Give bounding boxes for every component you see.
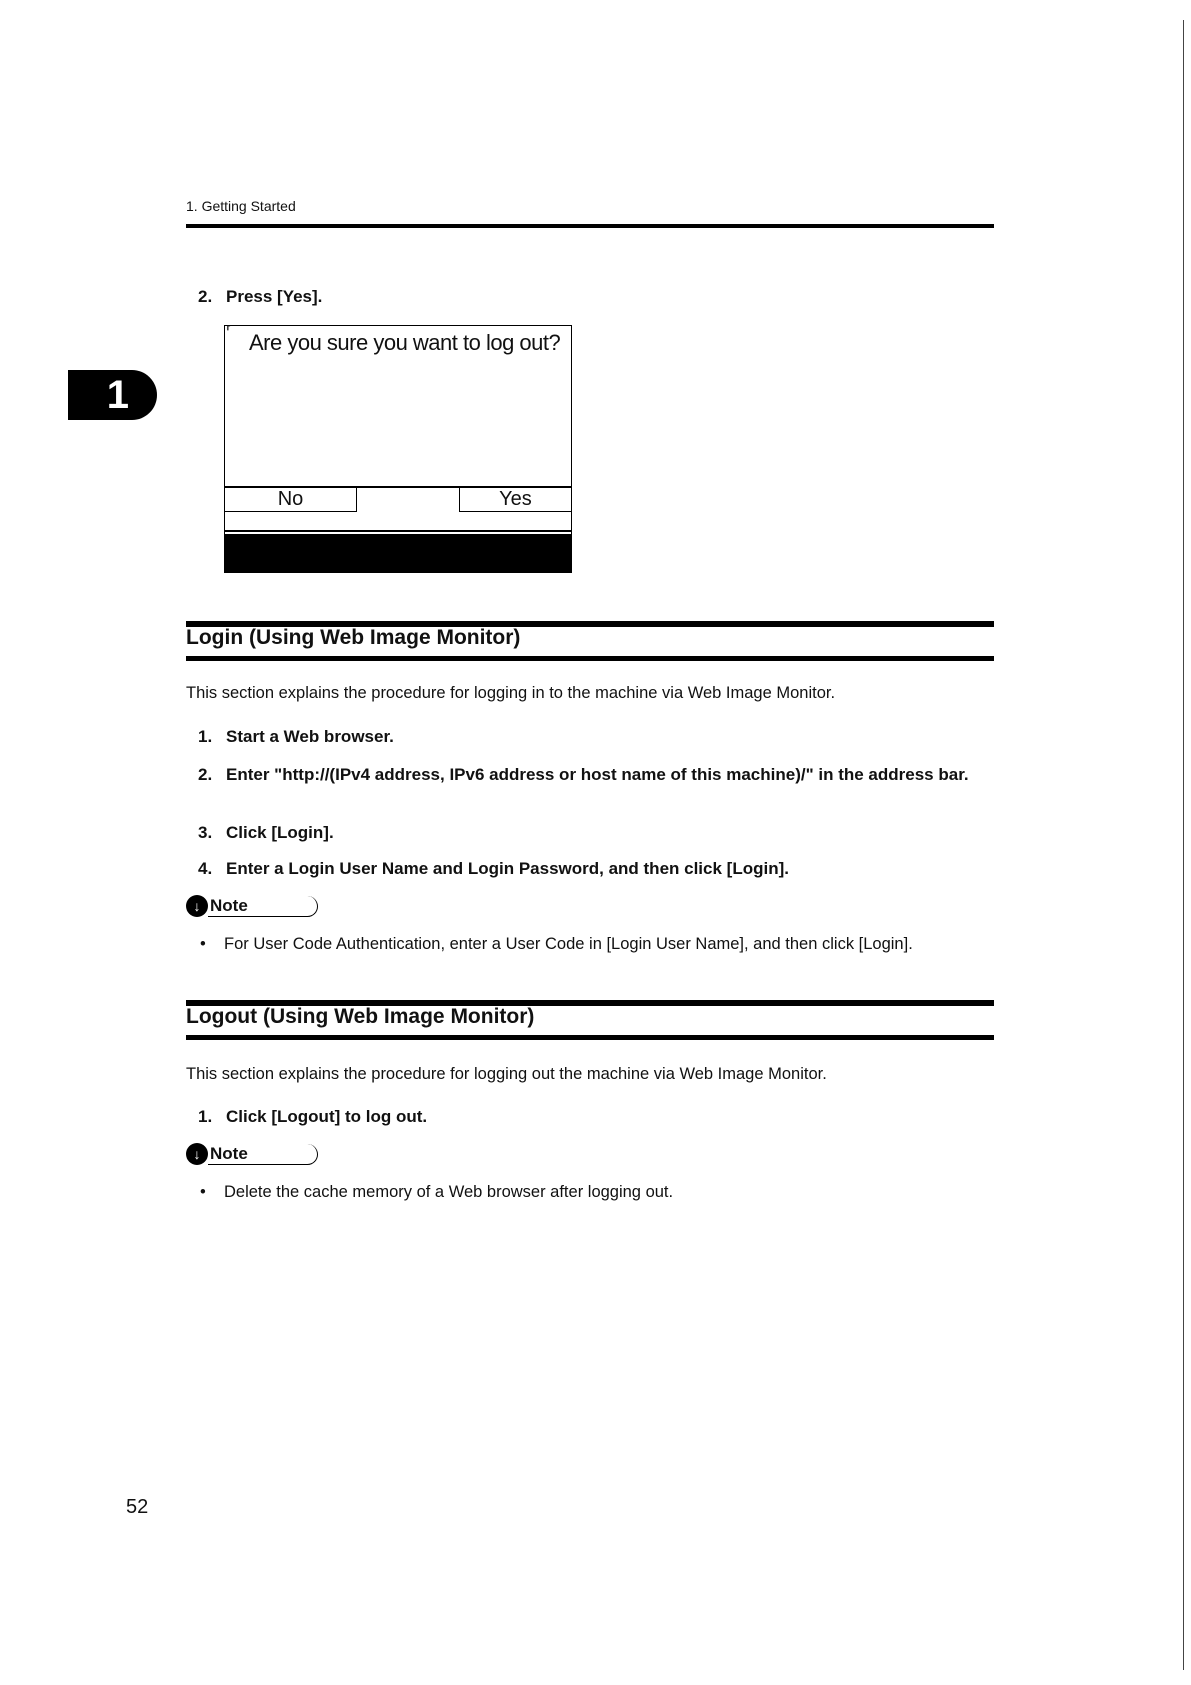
bullet-icon: • — [200, 1183, 206, 1201]
logout-note-badge — [186, 1142, 318, 1166]
page-number: 52 — [126, 1496, 149, 1518]
logout-intro: This section explains the procedure for logging out the machine via Web Image Monitor. — [186, 1065, 827, 1083]
cursor-mark-icon: ⸢ — [226, 323, 232, 339]
chapter-tab: 1 — [68, 370, 157, 420]
logout-step — [198, 1107, 427, 1127]
status-bar — [225, 534, 571, 572]
note-text: Delete the cache memory of a Web browser after logging out. — [224, 1183, 674, 1201]
step-number: 2. — [198, 287, 213, 306]
step-text: Start a Web browser. — [226, 727, 394, 746]
note-arrow-icon: ↓ — [186, 1143, 208, 1165]
logout-section-title: Logout (Using Web Image Monitor) — [186, 1005, 535, 1028]
step-number: 1. — [198, 727, 213, 746]
step-text: Click [Login]. — [226, 823, 334, 842]
scan-edge-line — [1183, 20, 1184, 1670]
login-note-item — [200, 935, 913, 954]
login-step — [198, 727, 394, 747]
login-step — [198, 823, 334, 843]
dialog-message: Are you sure you want to log out? — [249, 330, 561, 355]
no-button[interactable]: No — [225, 487, 357, 512]
bullet-icon: • — [200, 935, 206, 953]
step-text: Enter a Login User Name and Login Password, and then click [Login]. — [226, 859, 789, 878]
step-text: Enter "http://(IPv4 address, IPv6 address or host name of this machine)/" in the address bar. — [226, 765, 969, 784]
step-press-yes — [198, 287, 322, 307]
logout-note-item — [200, 1183, 673, 1202]
login-section-rule-bottom — [186, 656, 994, 661]
step-number: 2. — [198, 765, 213, 784]
login-step — [198, 859, 789, 879]
step-text: Press [Yes]. — [226, 287, 323, 306]
note-label: Note — [208, 1144, 318, 1165]
note-arrow-icon: ↓ — [186, 895, 208, 917]
status-divider — [225, 530, 571, 532]
step-number: 1. — [198, 1107, 213, 1126]
step-number: 3. — [198, 823, 213, 842]
header-rule — [186, 224, 994, 228]
step-text: Click [Logout] to log out. — [226, 1107, 428, 1126]
login-section-title: Login (Using Web Image Monitor) — [186, 626, 521, 649]
login-step — [198, 762, 998, 788]
running-head: 1. Getting Started — [186, 198, 296, 214]
logout-section-rule-bottom — [186, 1035, 994, 1040]
note-text: For User Code Authentication, enter a User Code in [Login User Name], and then click [Login]. — [224, 935, 913, 953]
yes-button[interactable]: Yes — [459, 487, 571, 512]
login-note-badge — [186, 894, 318, 918]
logout-confirm-dialog — [224, 325, 572, 573]
note-label: Note — [208, 896, 318, 917]
login-intro: This section explains the procedure for logging in to the machine via Web Image Monitor. — [186, 684, 836, 702]
step-number: 4. — [198, 859, 213, 878]
